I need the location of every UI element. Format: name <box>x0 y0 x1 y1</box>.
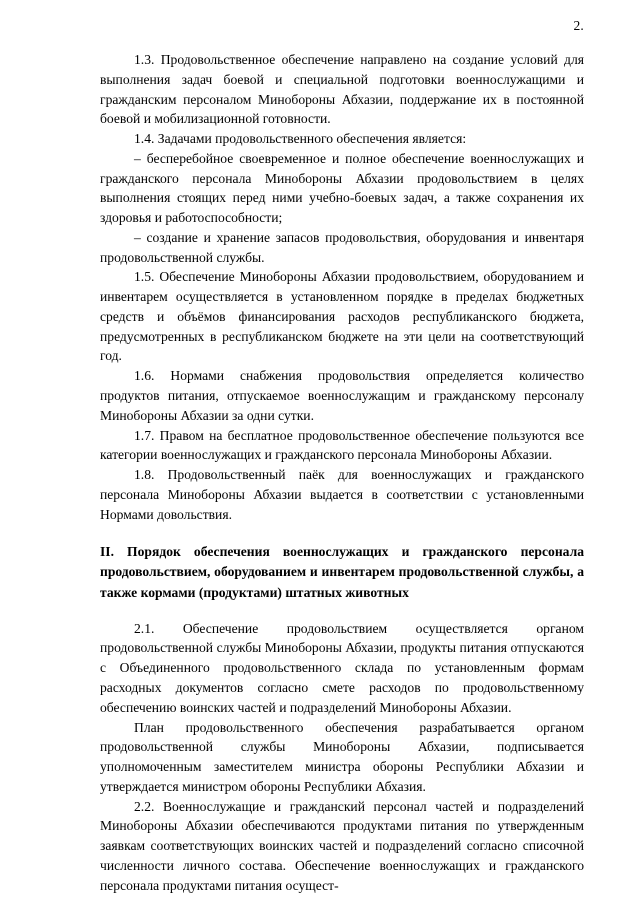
paragraph-1-4-item-1: – бесперебойное своевременное и полное обеспечение военнослужащих и гражданского персонала Минобороны Абхазии продовольствием в целях выполнения стоящих перед ними учебно-боевых задач, а также сохранения их здоровья и работоспособности; <box>100 150 584 226</box>
paragraph-1-4: 1.4. Задачами продовольственного обеспечения является: <box>134 131 467 147</box>
section-heading-ii: II. Порядок обеспечения военнослужащих и гражданского персонала продовольствием, оборудованием и инвентарем продовольственной службы, а также кормами (продуктами) штатных животных <box>100 544 584 600</box>
paragraph-2-2: 2.2. Военнослужащие и гражданский персонал частей и подразделений Минобороны Абхазии обеспечиваются продуктами питания по утвержденным заявкам соответствующих воинских частей и подразделений согласно списочной численности личного состава. Обеспечение военнослужащих и гражданского персонала продуктами питания осущест- <box>100 798 584 893</box>
paragraph-1-3: 1.3. Продовольственное обеспечение направлено на создание условий для выполнения задач боевой и специальной подготовки военнослужащими и гражданским персоналом Минобороны Абхазии, поддержание их в постоянной боевой и мобилизационной готовности. <box>100 52 584 127</box>
paragraph-1-6: 1.6. Нормами снабжения продовольствия определяется количество продуктов питания, отпускаемое военнослужащим и гражданскому персоналу Минобороны Абхазии за одни сутки. <box>100 368 584 423</box>
page-number: 2. <box>573 18 584 33</box>
paragraph-2-1: 2.1. Обеспечение продовольствием осуществляется органом продовольственной службы Минобороны Абхазии, продукты питания отпускаются с Объединенного продовольственного склада по установленным формам расходных документов согласно смете расходов по продовольственному обеспечению воинских частей и подразделений Минобороны Абхазии. <box>100 620 584 715</box>
paragraph-2-1-plan: План продовольственного обеспечения разрабатывается органом продовольственной службы Минобороны Абхазии, подписывается уполномоченным заместителем министра обороны Республики Абхазии и утверждается министром обороны Республики Абхазия. <box>100 719 584 794</box>
document-body <box>100 50 584 895</box>
paragraph-1-4-item-2: – создание и хранение запасов продовольствия, оборудования и инвентаря продовольственной службы. <box>100 229 584 265</box>
paragraph-1-5: 1.5. Обеспечение Минобороны Абхазии продовольствием, оборудованием и инвентарем осуществляется в установленном порядке в пределах бюджетных средств и объёмов финансирования расходов республиканского бюджета, предусмотренных в республиканском бюджете на эти цели на соответствующий год. <box>100 269 584 364</box>
paragraph-1-7: 1.7. Правом на бесплатное продовольственное обеспечение пользуются все категории военнослужащих и гражданского персонала Минобороны Абхазии. <box>100 427 584 463</box>
paragraph-1-8: 1.8. Продовольственный паёк для военнослужащих и гражданского персонала Минобороны Абхазии выдается в соответствии с установленными Нормами довольствия. <box>100 467 584 522</box>
